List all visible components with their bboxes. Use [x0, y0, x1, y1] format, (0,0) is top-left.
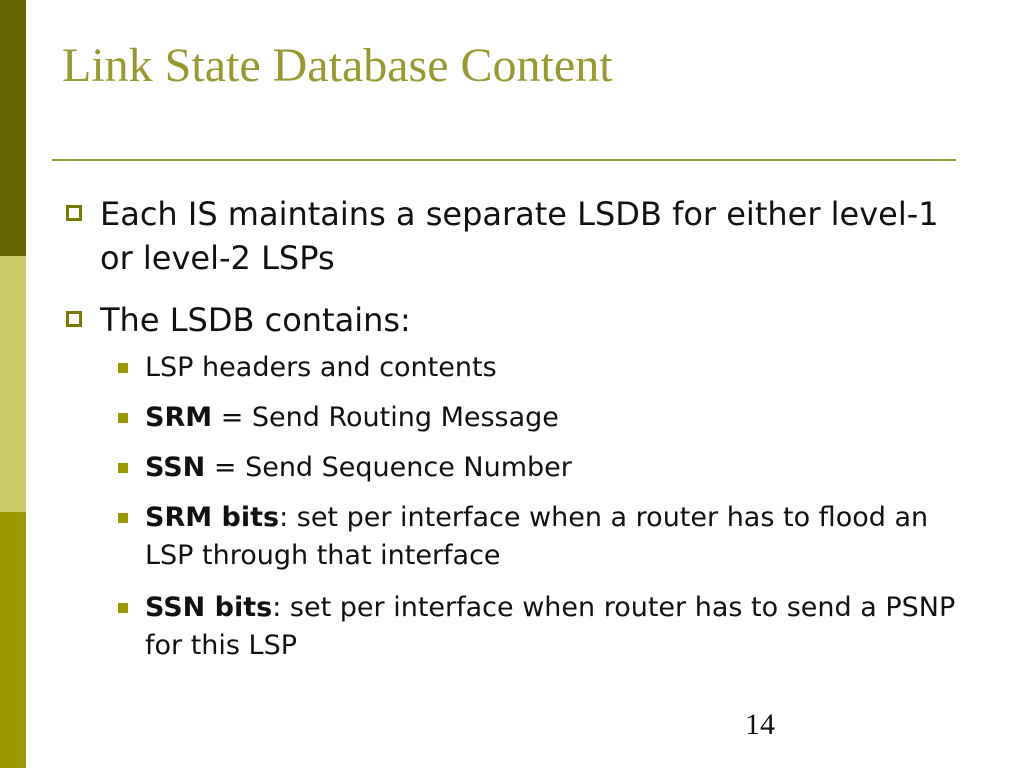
sub-bullet-text — [116, 499, 966, 575]
page-number: 14 — [745, 708, 775, 741]
hollow-square-bullet-icon — [66, 311, 82, 327]
sub-bullet-ssn-bits — [116, 589, 966, 665]
filled-square-bullet-icon — [118, 513, 128, 523]
term-srm: SRM — [145, 402, 213, 433]
definition-srm: = Send Routing Message — [212, 402, 559, 433]
sub-bullet-text — [116, 449, 966, 487]
sub-bullet-text — [116, 399, 966, 437]
sub-bullet-ssn — [116, 449, 966, 487]
term-srm-bits: SRM bits — [145, 502, 280, 533]
filled-square-bullet-icon — [118, 603, 128, 613]
sub-bullet-srm — [116, 399, 966, 437]
sub-bullet-srm-bits — [116, 499, 966, 575]
filled-square-bullet-icon — [118, 463, 128, 473]
definition-ssn: = Send Sequence Number — [205, 452, 572, 483]
bullet-text: Each IS maintains a separate LSDB for either level-1 or level-2 LSPs — [100, 195, 939, 277]
bullet-item-lsdb-per-level — [64, 192, 944, 280]
filled-square-bullet-icon — [118, 363, 128, 373]
sub-bullet-text: LSP headers and contents — [145, 352, 497, 383]
sub-bullet-text — [116, 589, 966, 665]
bullet-item-lsdb-contains — [64, 298, 944, 342]
bullet-text: The LSDB contains: — [100, 301, 411, 339]
sub-bullet-lsp-headers — [116, 349, 966, 387]
definition-ssn-bits: : set per interface when router has to send a PSNP for this LSP — [145, 592, 956, 661]
definition-srm-bits: : set per interface when a router has to flood an LSP through that interface — [145, 502, 929, 571]
filled-square-bullet-icon — [118, 413, 128, 423]
hollow-square-bullet-icon — [66, 205, 82, 221]
slide-title: Link State Database Content — [62, 39, 613, 92]
term-ssn: SSN — [145, 452, 206, 483]
term-ssn-bits: SSN bits — [145, 592, 273, 623]
